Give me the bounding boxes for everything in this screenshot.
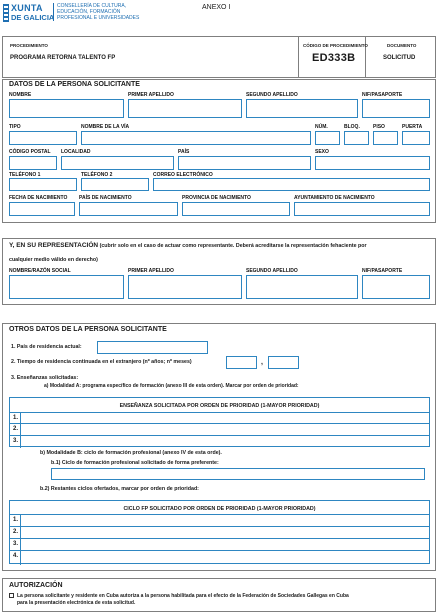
authorization-title: AUTORIZACIÓN [9, 582, 63, 589]
applicant-title: DATOS DE LA PERSONA SOLICITANTE [9, 81, 140, 88]
label-nombre: NOMBRE [9, 92, 32, 98]
months-field[interactable] [268, 356, 299, 369]
procedure-label: PROCEDIMIENTO [10, 43, 48, 48]
representative-title [9, 242, 429, 250]
table-b-header: CICLO FP SOLICITADO POR ORDEN DE PRIORIDAD (1-MAYOR PRIORIDAD) [123, 506, 316, 512]
logo-galicia-text: DE GALICIA [11, 13, 55, 22]
nombre-field[interactable] [9, 99, 124, 118]
label-nif: NIF/PASAPORTE [362, 92, 403, 98]
tel1-field[interactable] [9, 178, 77, 191]
label-rep-segundo-apellido: SEGUNDO APELLIDO [246, 268, 298, 274]
table-a-header: ENSEÑANZA SOLICITADA POR ORDEN DE PRIORIDAD (1-MAYOR PRIORIDAD) [119, 403, 320, 409]
localidad-field[interactable] [61, 156, 174, 170]
document-label: DOCUMENTO [387, 43, 417, 48]
bloq-field[interactable] [344, 131, 369, 145]
piso-field[interactable] [373, 131, 398, 145]
label-razon-social: NOMBRE/RAZÓN SOCIAL [9, 268, 71, 274]
ayuntamiento-nacimiento-field[interactable] [294, 202, 430, 216]
label-email: CORREO ELECTRÓNICO [153, 172, 213, 178]
label-rep-primer-apellido: PRIMER APELLIDO [128, 268, 174, 274]
label-provincia-nacimiento: PROVINCIA DE NACIMIENTO [182, 195, 251, 201]
q3-label: 3. Enseñanzas solicitadas: [11, 375, 79, 381]
label-pais-nacimiento: PAÍS DE NACIMIENTO [79, 195, 132, 201]
table-a-row-3[interactable]: 3. [13, 438, 19, 444]
label-nombre-via: NOMBRE DE LA VÍA [81, 124, 130, 130]
q1-label: 1. País de residencia actual: [11, 344, 82, 350]
razon-social-field[interactable] [9, 275, 124, 299]
logo-xunta-text: XUNTA [11, 3, 43, 13]
label-primer-apellido: PRIMER APELLIDO [128, 92, 174, 98]
annex-label: ANEXO I [202, 4, 231, 11]
cp-field[interactable] [9, 156, 57, 170]
nif-field[interactable] [362, 99, 430, 118]
label-piso: PISO [373, 124, 385, 130]
table-b-row-1[interactable]: 1. [13, 517, 19, 523]
xunta-logo [3, 3, 55, 23]
tel2-field[interactable] [81, 178, 149, 191]
label-cp: CÓDIGO POSTAL [9, 149, 51, 155]
representative-heading: Y, EN SU REPRESENTACIÓN [9, 242, 99, 249]
rep-primer-apellido-field[interactable] [128, 275, 242, 299]
nombre-via-field[interactable] [81, 131, 311, 145]
preferred-cycle-field[interactable] [51, 468, 425, 480]
table-b-row-4[interactable]: 4. [13, 553, 19, 559]
pais-field[interactable] [178, 156, 311, 170]
representative-note-2: cualquier medio válido en derecho) [9, 257, 98, 263]
email-field[interactable] [153, 178, 430, 191]
table-a-row-2[interactable]: 2. [13, 426, 19, 432]
rep-nif-field[interactable] [362, 275, 430, 299]
label-sexo: SEXO [315, 149, 329, 155]
table-b-row-3[interactable]: 3. [13, 541, 19, 547]
label-segundo-apellido: SEGUNDO APELLIDO [246, 92, 298, 98]
table-a-row-1[interactable]: 1. [13, 415, 19, 421]
sexo-field[interactable] [315, 156, 430, 170]
procedure-code-label: CÓDIGO DE PROCEDIMIENTO [303, 43, 368, 48]
comma-separator: , [261, 359, 263, 366]
label-tel1: TELÉFONO 1 [9, 172, 41, 178]
q3b-label: b) Modalidade B: ciclo de formación profesional (anexo IV de esta orde). [40, 450, 222, 456]
label-localidad: LOCALIDAD [61, 149, 91, 155]
document-value: SOLICITUD [383, 55, 416, 61]
label-bloq: BLOQ. [344, 124, 360, 130]
label-tel2: TELÉFONO 2 [81, 172, 113, 178]
tipo-field[interactable] [9, 131, 77, 145]
primer-apellido-field[interactable] [128, 99, 242, 118]
q3b1-label: b.1) Ciclo de formación profesional solicitado de forma preferente: [51, 460, 219, 466]
puerta-field[interactable] [402, 131, 430, 145]
procedure-value: PROGRAMA RETORNA TALENTO FP [10, 55, 116, 61]
q3b2-label: b.2) Restantes ciclos ofertados, marcar por orden de prioridad: [40, 486, 199, 492]
table-a [9, 397, 430, 447]
label-fecha-nacimiento: FECHA DE NACIMIENTO [9, 195, 68, 201]
q2-label: 2. Tiempo de residencia continuada en el extranjero (nº años; nº meses) [11, 359, 192, 365]
representative-note: (cubrir solo en el caso de actuar como representante. Deberá acreditarse la representación fehaciente por [99, 243, 367, 249]
dept-name: CONSELLERÍA DE CULTURA, EDUCACIÓN, FORMACIÓN PROFESIONAL E UNIVERSIDADES [53, 3, 139, 21]
rep-segundo-apellido-field[interactable] [246, 275, 358, 299]
label-pais: PAÍS [178, 149, 190, 155]
label-puerta: PUERTA [402, 124, 423, 130]
pais-nacimiento-field[interactable] [79, 202, 178, 216]
logo-emblem-icon [3, 4, 9, 22]
segundo-apellido-field[interactable] [246, 99, 358, 118]
label-tipo: TIPO [9, 124, 21, 130]
authorization-checkbox[interactable] [9, 593, 14, 598]
authorization-text-2: para la presentación electrónica de esta solicitud. [17, 600, 136, 606]
table-b-row-2[interactable]: 2. [13, 529, 19, 535]
provincia-nacimiento-field[interactable] [182, 202, 290, 216]
procedure-box [2, 36, 436, 78]
years-field[interactable] [226, 356, 257, 369]
label-rep-nif: NIF/PASAPORTE [362, 268, 403, 274]
q3a-label: a) Modalidad A: programa específico de formación (anexo III de esta orden). Marcar por orden de prioridad: [44, 383, 299, 389]
procedure-code-value: ED333B [312, 52, 356, 64]
fecha-nacimiento-field[interactable] [9, 202, 75, 216]
label-ayuntamiento-nacimiento: AYUNTAMIENTO DE NACIMIENTO [294, 195, 375, 201]
other-data-title: OTROS DATOS DE LA PERSONA SOLICITANTE [9, 326, 167, 333]
label-num: NÚM. [315, 124, 328, 130]
num-field[interactable] [315, 131, 340, 145]
authorization-text-1: La persona solicitante y residente en Cuba autoriza a la persona habilitada para el efecto de la Federación de Sociedades Gallegas en Cuba [17, 593, 349, 599]
table-b [9, 500, 430, 564]
residence-country-field[interactable] [97, 341, 208, 354]
